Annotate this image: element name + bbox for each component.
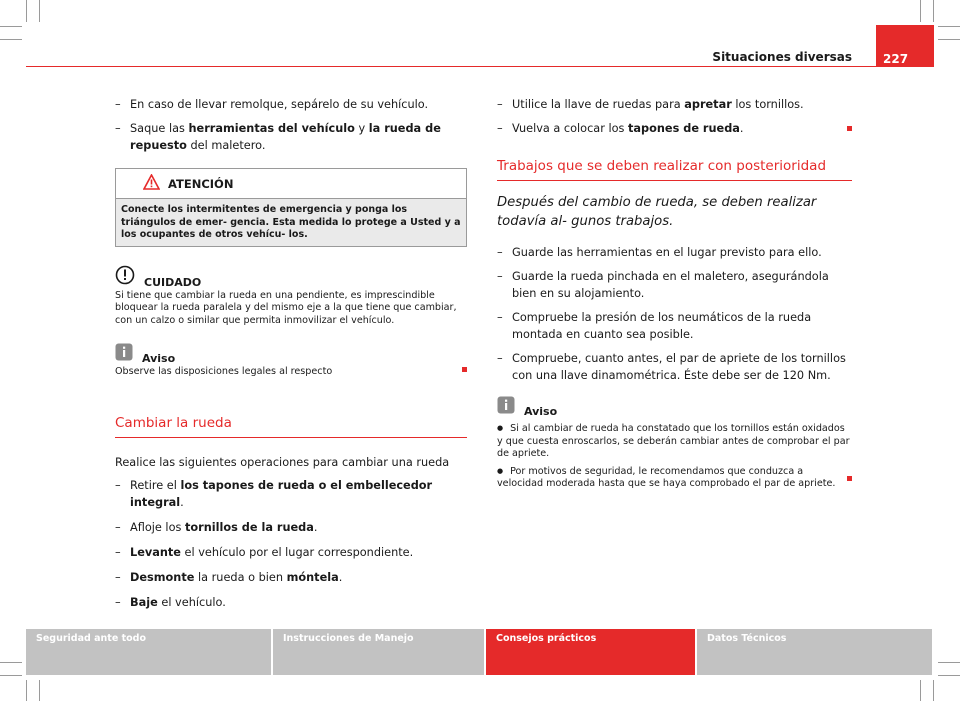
bold-text: Desmonte — [130, 570, 195, 584]
section-intro-italic: Después del cambio de rueda, se deben realizar todavía al- gunos trabajos. — [497, 195, 817, 229]
text-run: Compruebe, cuanto antes, el par de apriete de los tornillos con una llave dinamométrica. Éste debe ser de 120 Nm. — [512, 352, 846, 382]
crop-mark — [920, 0, 921, 22]
step-item — [115, 544, 467, 561]
text-run: Compruebe la presión de los neumáticos de la rueda montada en cuanto sea posible. — [512, 311, 812, 341]
bold-text: herramientas del vehículo — [188, 122, 355, 135]
footer-tab-seguridad[interactable]: Seguridad ante todo — [26, 629, 271, 675]
notice-title: Aviso — [524, 405, 558, 418]
step-item — [497, 268, 852, 302]
text-run: . — [338, 570, 343, 584]
step-item — [497, 350, 852, 384]
step-item — [115, 477, 467, 511]
info-i-icon — [497, 396, 515, 418]
text-run: el vehículo. — [157, 595, 226, 609]
crop-mark — [0, 39, 22, 40]
step-item — [497, 244, 852, 261]
crop-mark — [938, 39, 960, 40]
warning-triangle-icon — [143, 174, 160, 194]
bold-text: tapones de rueda — [628, 122, 740, 135]
text-run: En caso de llevar remolque, sepárelo de su vehículo. — [130, 98, 429, 111]
crop-mark — [938, 662, 960, 663]
bullet-text: Si al cambiar de rueda ha constatado que los tornillos están oxidados y que cuesta enroscarlos, se deberán cambiar antes de comprobar el par de apriete. — [497, 423, 850, 459]
bullet-dot: ● — [497, 466, 504, 475]
warning-title: ATENCIÓN — [168, 176, 234, 191]
warning-header — [116, 169, 466, 199]
step-item — [497, 309, 852, 343]
text-run: la rueda o bien — [194, 570, 287, 584]
text-run: Saque las — [130, 122, 189, 135]
right-steps — [497, 244, 852, 384]
step-item — [115, 569, 467, 586]
crop-mark — [933, 680, 934, 701]
header-rule — [26, 66, 934, 67]
left-column — [115, 96, 467, 619]
text-run: el vehículo por el lugar correspondiente. — [180, 545, 414, 559]
step-item — [115, 594, 467, 611]
bold-text: Levante — [130, 545, 181, 559]
text-run: . — [739, 122, 744, 135]
caution-note — [115, 265, 467, 328]
crop-mark — [0, 662, 22, 663]
text-run: . — [180, 495, 184, 509]
section-title-cambiar-rueda: Cambiar la rueda — [115, 415, 467, 438]
footer-tab-datos[interactable]: Datos Técnicos — [697, 629, 932, 675]
notice-title: Aviso — [142, 352, 176, 365]
right-top-steps — [497, 96, 852, 137]
bullet-item — [497, 422, 852, 461]
crop-mark — [39, 0, 40, 22]
section-intro: Realice las siguientes operaciones para cambiar una rueda — [115, 455, 450, 469]
crop-mark — [0, 675, 22, 676]
crop-mark — [920, 680, 921, 701]
end-of-section-marker — [847, 476, 852, 481]
text-run: Guarde la rueda pinchada en el maletero, asegurándola bien en su alojamiento. — [512, 270, 829, 300]
text-run: y — [354, 122, 369, 135]
crop-mark — [26, 680, 27, 701]
notice-note-right — [497, 396, 852, 491]
caution-text: Si tiene que cambiar la rueda en una pendiente, es imprescindible bloquear la rueda paralela y del mismo eje a la que tiene que cambiar, con un calzo o similar que permita inmovilizar el vehículo. — [115, 289, 457, 326]
caution-title: CUIDADO — [144, 275, 202, 289]
crop-mark — [26, 0, 27, 22]
bold-text: la rueda de repuesto — [130, 122, 441, 152]
step-item — [115, 96, 467, 113]
bold-text: Baje — [130, 595, 158, 609]
warning-text: Conecte los intermitentes de emergencia y ponga los triángulos de emer- gencia. Esta medida lo protege a Usted y a los ocupantes de otros vehícu- los. — [116, 199, 466, 246]
end-of-section-marker — [847, 126, 852, 131]
text-run: . — [313, 520, 318, 534]
footer-tab-bar — [26, 629, 934, 675]
bold-text: los tapones de rueda o el embellecedor integral — [130, 478, 433, 509]
text-run: Retire el — [130, 478, 181, 492]
page-number: 227 — [876, 25, 934, 66]
right-column — [497, 96, 852, 495]
text-run: del maletero. — [186, 139, 266, 152]
bullet-item — [497, 465, 852, 491]
notice-text — [115, 366, 467, 379]
footer-tab-instrucciones[interactable]: Instrucciones de Manejo — [273, 629, 484, 675]
crop-mark — [933, 0, 934, 22]
running-header: Situaciones diversas — [712, 50, 852, 64]
notice-bullets — [497, 422, 852, 491]
bullet-text: Por motivos de seguridad, le recomendamos que conduzca a velocidad moderada hasta que se haya comprobado el par de apriete. — [497, 465, 836, 489]
step-item — [497, 120, 852, 137]
notice-note — [115, 343, 467, 379]
text-run: Utilice la llave de ruedas para — [512, 98, 685, 111]
text-run: Vuelva a colocar los — [512, 122, 628, 135]
section-title-trabajos: Trabajos que se deben realizar con posterioridad — [497, 158, 852, 181]
notice-text-content: Observe las disposiciones legales al respecto — [115, 366, 333, 377]
crop-mark — [39, 680, 40, 701]
bullet-dot: ● — [497, 424, 504, 432]
left-top-steps — [115, 96, 467, 154]
footer-tab-consejos[interactable]: Consejos prácticos — [486, 629, 695, 675]
left-steps — [115, 477, 467, 611]
step-item — [497, 96, 852, 113]
end-of-section-marker — [462, 367, 467, 372]
crop-mark — [938, 675, 960, 676]
text-run: Afloje los — [130, 520, 185, 534]
step-item — [115, 120, 467, 154]
info-i-icon — [115, 343, 133, 365]
bold-text: tornillos de la rueda — [184, 520, 314, 534]
step-item — [115, 519, 467, 536]
crop-mark — [938, 26, 960, 27]
bold-text: apretar — [684, 98, 732, 111]
text-run: los tornillos. — [731, 98, 804, 111]
text-run: Guarde las herramientas en el lugar previsto para ello. — [512, 246, 822, 259]
warning-box — [115, 168, 467, 247]
crop-mark — [0, 26, 22, 27]
caution-circle-icon — [115, 265, 135, 289]
bold-text: móntela — [286, 570, 339, 584]
